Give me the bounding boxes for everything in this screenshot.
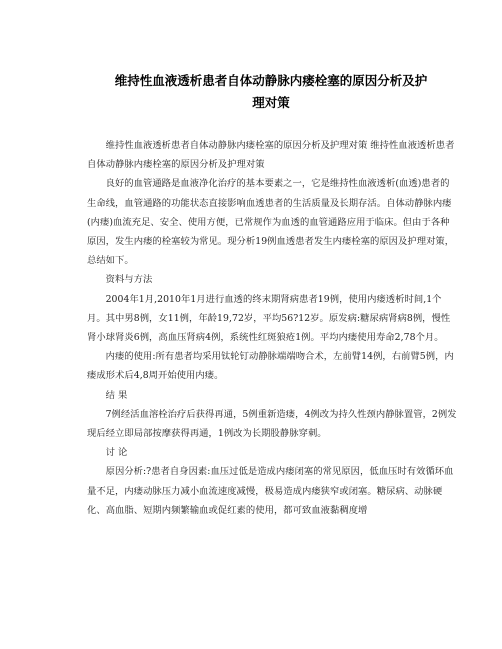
- background-paragraph: 良好的血管通路是血液净化治疗的基本要素之一，它是维持性血液透析(血透)患者的生命线，血管通路的功能状态直接影响血透患者的生活质量及长期存活。自体动静脉内瘘(内瘘)血流充足、安全、使用方便，已常规作为血透的血管通路应用于临床。但由于各种原因，发生内瘘的栓塞较为常见。现分析19例血透患者发生内瘘栓塞的原因及护理对策，总结如下。: [87, 178, 455, 267]
- document-body: [87, 136, 458, 520]
- materials-paragraph: 2004年1月,2010年1月进行血透的终末期肾病患者19例，使用内瘘透析时间,1个月。其中男8例，女11例，年龄19,72岁，平均56?12岁。原发病:糖尿病肾病8例，慢性肾小球肾炎6例，高血压肾病4例，系统性红斑狼疮1例。平均内瘘使用寿命2,78个月。: [87, 293, 451, 344]
- section-heading-materials: 资料与方法: [105, 274, 153, 286]
- title-line-2: 理对策: [252, 95, 290, 110]
- fistula-usage-paragraph: 内瘘的使用:所有患者均采用钛轮钉动静脉端端吻合术，左前臂14例，右前臂5例，内瘘成形术后4,8周开始使用内瘘。: [87, 351, 454, 382]
- document-title: [88, 70, 458, 114]
- section-heading-discussion: 讨 论: [105, 447, 128, 459]
- intro-paragraph: 维持性血液透析患者自体动静脉内瘘栓塞的原因分析及护理对策 维持性血液透析患者自体动静脉内瘘栓塞的原因分析及护理对策: [87, 140, 455, 171]
- discussion-paragraph: 原因分析:?患者自身因素:血压过低是造成内瘘闭塞的常见原因，低血压时有效循环血量不足，内瘘动脉压力减小血流速度减慢，极易造成内瘘狭窄或闭塞。糖尿病、动脉硬化、高血脂、短期内频繁输血或促红素的使用，都可致血液黏稠度增: [87, 466, 454, 516]
- section-heading-results: 结 果: [105, 389, 128, 401]
- title-line-1: 维持性血液透析患者自体动静脉内瘘栓塞的原因分析及护: [114, 73, 428, 88]
- results-paragraph: 7例经活血溶栓治疗后获得再通，5例重新造瘘，4例改为持久性颈内静脉置管，2例发现后经立即局部按摩获得再通，1例改为长期股静脉穿刺。: [87, 408, 457, 440]
